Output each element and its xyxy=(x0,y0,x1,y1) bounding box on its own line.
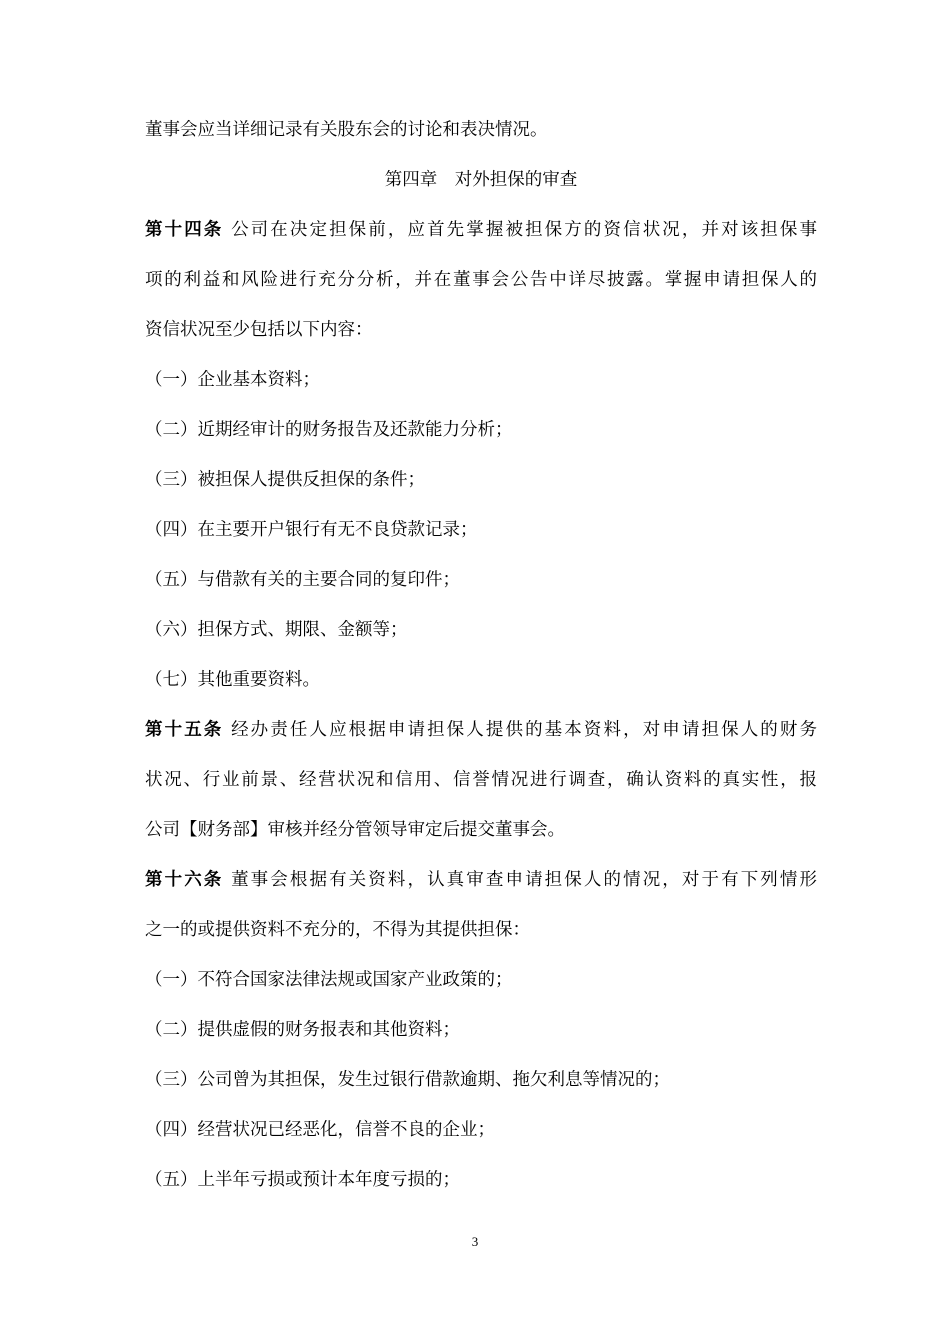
article-15-line-2: 状况、行业前景、经营状况和信用、信誉情况进行调查，确认资料的真实性，报 xyxy=(145,770,817,790)
list-item: （五）上半年亏损或预计本年度亏损的； xyxy=(145,1170,460,1190)
article-14-line-3: 资信状况至少包括以下内容： xyxy=(145,320,373,340)
list-item: （六）担保方式、期限、金额等； xyxy=(145,620,408,640)
list-item: （三）被担保人提供反担保的条件； xyxy=(145,470,425,490)
article-14-line-2: 项的利益和风险进行充分分析，并在董事会公告中详尽披露。掌握申请担保人的 xyxy=(145,270,817,290)
list-item: （一）不符合国家法律法规或国家产业政策的； xyxy=(145,970,513,990)
list-item: （四）经营状况已经恶化，信誉不良的企业； xyxy=(145,1120,495,1140)
article-14-line-1: 第十四条 公司在决定担保前，应首先掌握被担保方的资信状况，并对该担保事 xyxy=(145,220,817,240)
list-item: （五）与借款有关的主要合同的复印件； xyxy=(145,570,460,590)
chapter-heading: 第四章 对外担保的审查 xyxy=(384,170,578,190)
article-16-number: 第十六条 xyxy=(145,870,224,890)
list-item: （七）其他重要资料。 xyxy=(145,670,320,690)
list-item: （四）在主要开户银行有无不良贷款记录； xyxy=(145,520,478,540)
paragraph-line: 董事会应当详细记录有关股东会的讨论和表决情况。 xyxy=(145,120,548,140)
list-item: （二）近期经审计的财务报告及还款能力分析； xyxy=(145,420,513,440)
document-body xyxy=(145,105,817,1205)
article-14-number: 第十四条 xyxy=(145,220,224,240)
list-item: （三）公司曾为其担保，发生过银行借款逾期、拖欠利息等情况的； xyxy=(145,1070,670,1090)
page-number: 3 xyxy=(471,1234,479,1249)
list-item: （一）企业基本资料； xyxy=(145,370,320,390)
article-16-line-2: 之一的或提供资料不充分的，不得为其提供担保： xyxy=(145,920,530,940)
article-16-line-1: 第十六条 董事会根据有关资料，认真审查申请担保人的情况，对于有下列情形 xyxy=(145,870,817,890)
article-15-number: 第十五条 xyxy=(145,720,224,740)
article-15-line-3: 公司【财务部】审核并经分管领导审定后提交董事会。 xyxy=(145,820,565,840)
list-item: （二）提供虚假的财务报表和其他资料； xyxy=(145,1020,460,1040)
article-15-line-1: 第十五条 经办责任人应根据申请担保人提供的基本资料，对申请担保人的财务 xyxy=(145,720,817,740)
